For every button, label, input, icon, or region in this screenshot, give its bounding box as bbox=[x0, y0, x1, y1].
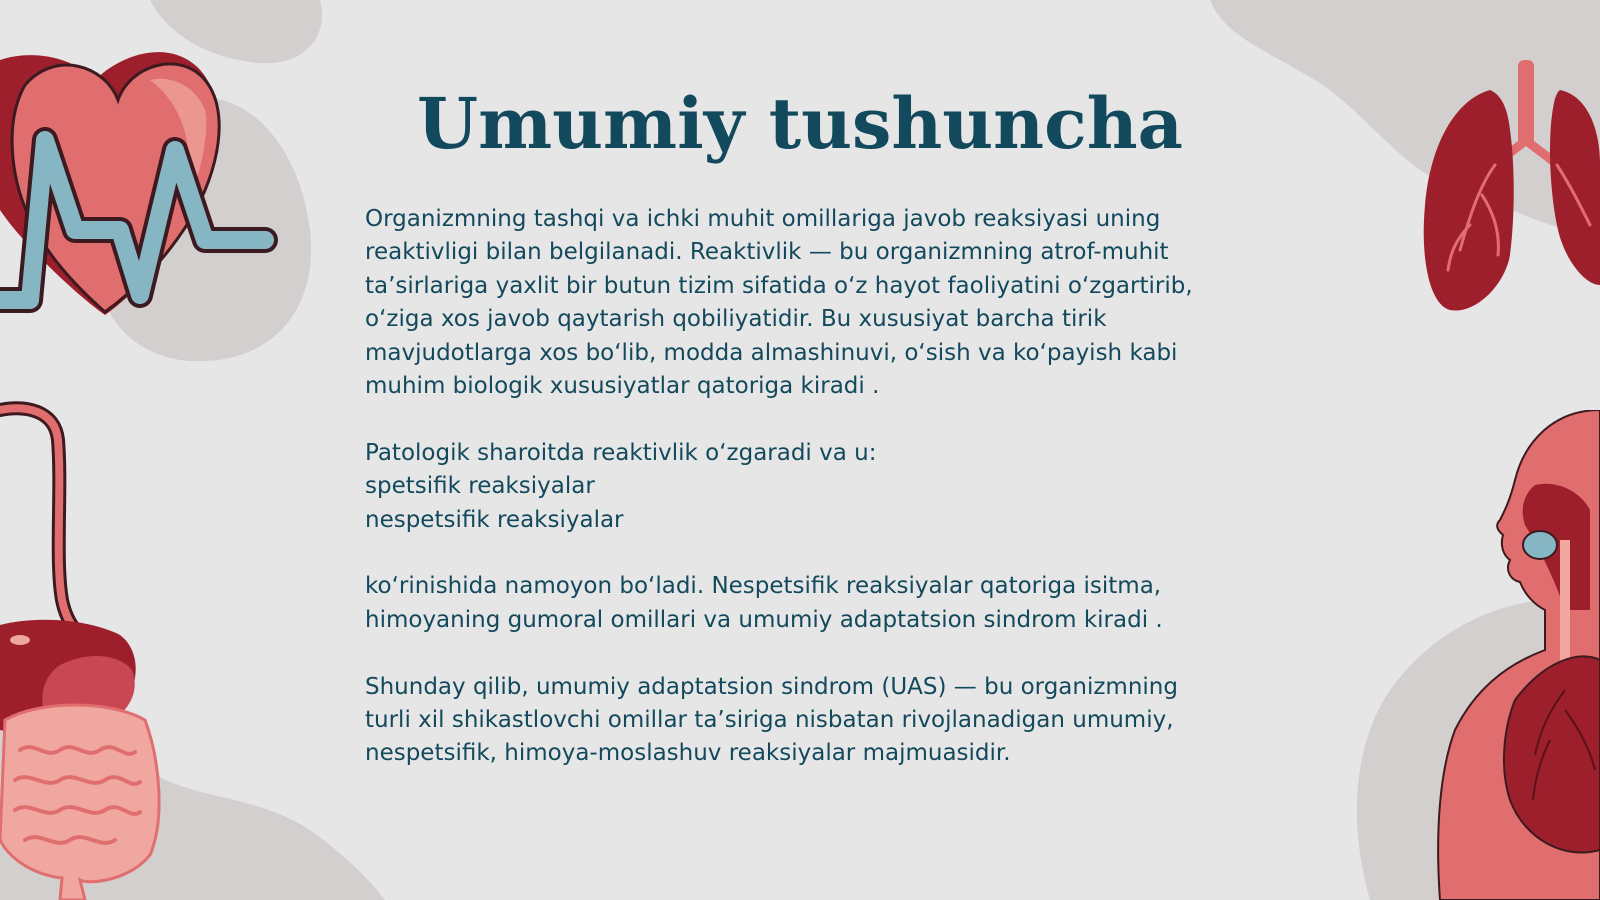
text-line: Organizmning tashqi va ichki muhit omillariga javob reaksiyasi uning bbox=[365, 206, 1161, 232]
slide-body-text bbox=[365, 203, 1245, 771]
text-line: mavjudotlarga xos bo‘lib, modda almashinuvi, o‘sish va ko‘payish kabi bbox=[365, 339, 1178, 366]
paragraph-reactivity bbox=[365, 203, 1245, 403]
text-line: turli xil shikastlovchi omillar ta’siriga nisbatan rivojlanadigan umumiy, bbox=[365, 707, 1174, 734]
list-item: nespetsifik reaksiyalar bbox=[365, 506, 624, 533]
paragraph-gap bbox=[365, 403, 1245, 436]
text-line: Patologik sharoitda reaktivlik o‘zgaradi va u: bbox=[365, 439, 877, 466]
paragraph-pathology bbox=[365, 437, 1245, 537]
text-line: Shunday qilib, umumiy adaptatsion sindrom (UAS) — bu organizmning bbox=[365, 673, 1178, 700]
text-line: nespetsifik, himoya-moslashuv reaksiyalar majmuasidir. bbox=[365, 740, 1011, 767]
paragraph-manifestation bbox=[365, 570, 1245, 637]
text-line: himoyaning gumoral omillari va umumiy adaptatsion sindrom kiradi . bbox=[365, 606, 1163, 633]
text-line: ko‘rinishida namoyon bo‘ladi. Nespetsifik reaksiyalar qatoriga isitma, bbox=[365, 573, 1162, 600]
page-title: Umumiy tushuncha bbox=[417, 82, 1183, 165]
list-item: spetsifik reaksiyalar bbox=[365, 473, 595, 500]
text-line: o‘ziga xos javob qaytarish qobiliyatidir. Bu xususiyat barcha tirik bbox=[365, 306, 1107, 333]
paragraph-uas-definition bbox=[365, 671, 1245, 771]
respiratory-system-figure-icon bbox=[1415, 410, 1600, 900]
paragraph-gap bbox=[365, 637, 1245, 670]
digestive-system-icon bbox=[0, 400, 170, 900]
text-line: muhim biologik xususiyatlar qatoriga kiradi . bbox=[365, 373, 880, 400]
text-line: ta’sirlariga yaxlit bir butun tizim sifatida o‘z hayot faoliyatini o‘zgartirib, bbox=[365, 272, 1193, 299]
text-line: reaktivligi bilan belgilanadi. Reaktivlik — bu organizmning atrof-muhit bbox=[365, 239, 1169, 266]
paragraph-gap bbox=[365, 537, 1245, 570]
